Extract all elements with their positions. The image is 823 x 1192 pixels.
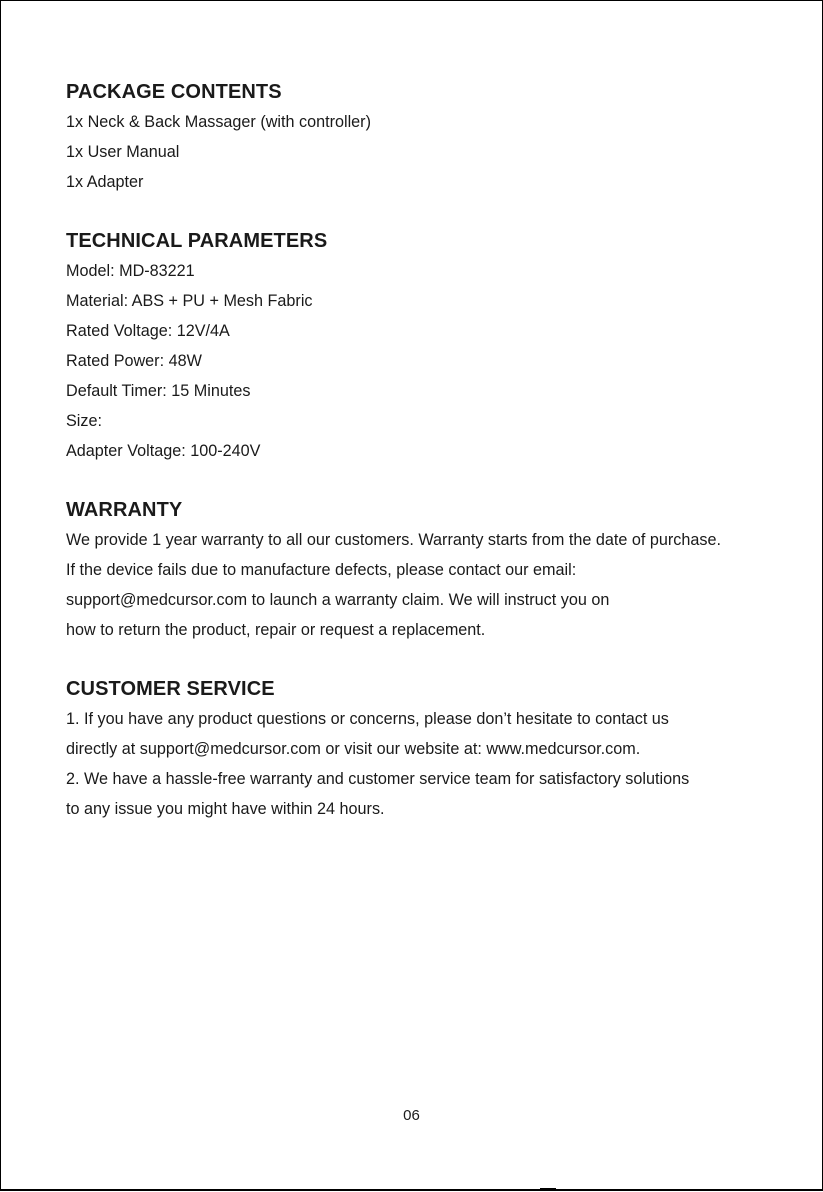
page-number: 06 [403, 1107, 420, 1124]
technical-parameters-section [66, 227, 806, 466]
warranty-section [66, 496, 806, 645]
warranty-heading: WARRANTY [66, 499, 183, 521]
package-contents-section [66, 78, 806, 197]
warranty-line: We provide 1 year warranty to all our customers. Warranty starts from the date of purchase. [66, 531, 721, 549]
manual-page-content [66, 78, 806, 854]
package-contents-heading: PACKAGE CONTENTS [66, 81, 282, 103]
parameter-size: Size: [66, 412, 102, 430]
customer-service-line: directly at support@medcursor.com or visit our website at: www.medcursor.com. [66, 740, 641, 758]
package-item: 1x Adapter [66, 173, 144, 191]
package-item: 1x User Manual [66, 143, 180, 161]
package-item: 1x Neck & Back Massager (with controller) [66, 113, 371, 131]
parameter-default-timer: Default Timer: 15 Minutes [66, 382, 251, 400]
parameter-rated-power: Rated Power: 48W [66, 352, 202, 370]
parameter-adapter-voltage: Adapter Voltage: 100-240V [66, 442, 261, 460]
customer-service-line: 2. We have a hassle-free warranty and customer service team for satisfactory solutions [66, 770, 690, 788]
warranty-line: support@medcursor.com to launch a warranty claim. We will instruct you on [66, 591, 610, 609]
warranty-line: how to return the product, repair or request a replacement. [66, 621, 486, 639]
customer-service-line: 1. If you have any product questions or concerns, please don’t hesitate to contact us [66, 710, 669, 728]
parameter-model: Model: MD-83221 [66, 262, 195, 280]
parameter-material: Material: ABS + PU + Mesh Fabric [66, 292, 313, 310]
customer-service-heading: CUSTOMER SERVICE [66, 678, 275, 700]
crop-mark [540, 1188, 556, 1191]
warranty-line: If the device fails due to manufacture defects, please contact our email: [66, 561, 577, 579]
customer-service-line: to any issue you might have within 24 hours. [66, 800, 385, 818]
parameter-rated-voltage: Rated Voltage: 12V/4A [66, 322, 230, 340]
technical-parameters-heading: TECHNICAL PARAMETERS [66, 230, 328, 252]
customer-service-section [66, 675, 806, 824]
